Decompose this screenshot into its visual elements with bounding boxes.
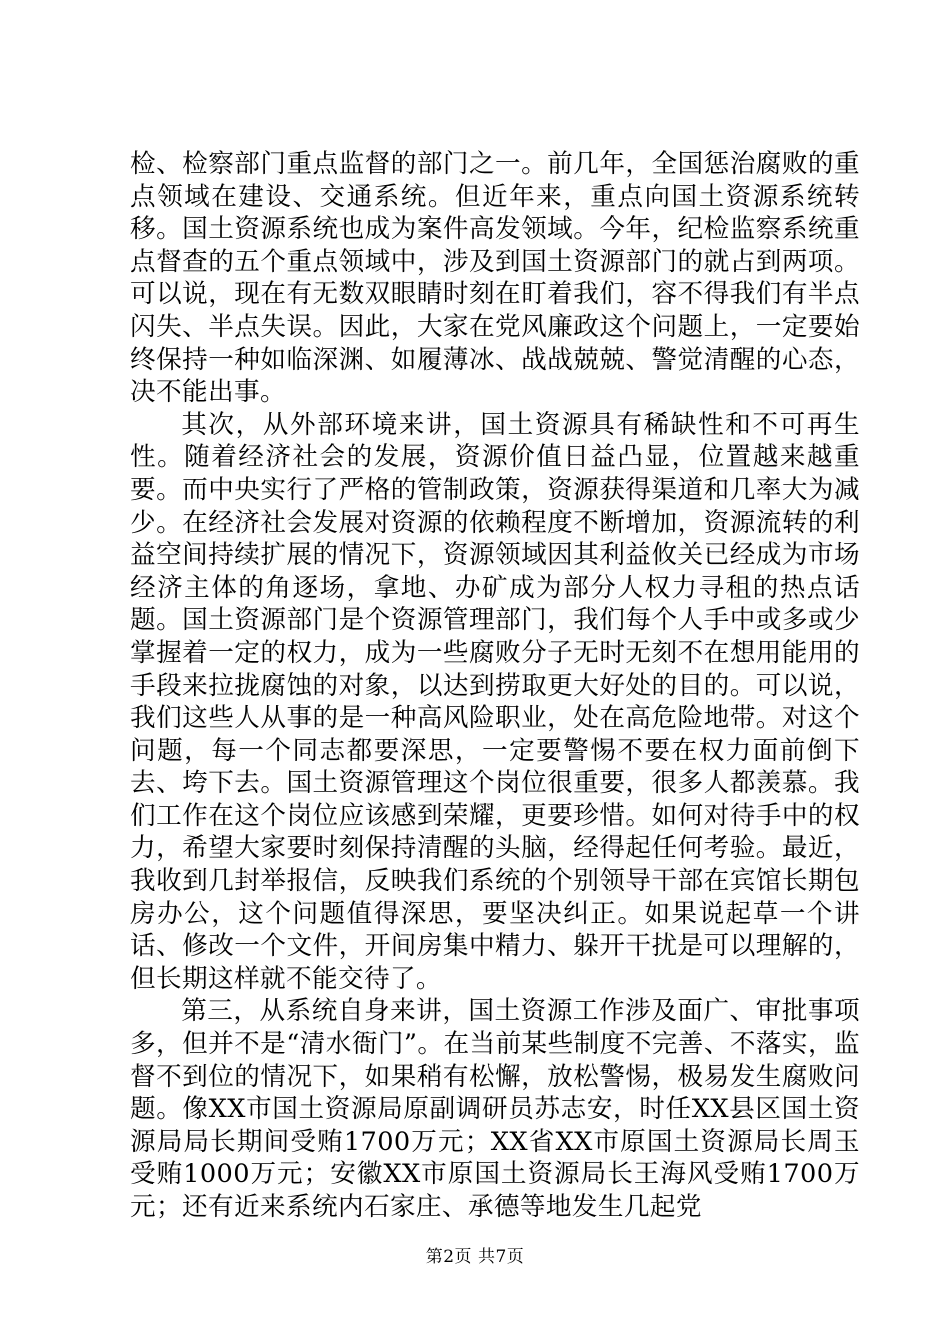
paragraph-1: 检、检察部门重点监督的部门之一。前几年，全国惩治腐败的重点领域在建设、交通系统。但近年来，重点向国土资源系统转移。国土资源系统也成为案件高发领域。今年，纪检监察系统重点督查的五个重点领域中，涉及到国土资源部门的就占到两项。可以说，现在有无数双眼睛时刻在盯着我们，容不得我们有半点闪失、半点失误。因此，大家在党风廉政这个问题上，一定要始终保持一种如临深渊、如履薄冰、战战兢兢、警觉清醒的心态，决不能出事。 (130, 149, 860, 408)
document-body (130, 148, 860, 1224)
paragraph-3: 第三，从系统自身来讲，国土资源工作涉及面广、审批事项多，但并不是“清水衙门”。在当前某些制度不完善、不落实，监督不到位的情况下，如果稍有松懈，放松警惕，极易发生腐败问题。像XX市国土资源局原副调研员苏志安，时任XX县区国土资源局局长期间受贿1700万元；XX省XX市原国土资源局长周玉受贿1000万元；安徽XX市原国土资源局长王海风受贿1700万元；还有近来系统内石家庄、承德等地发生几起党 (130, 996, 860, 1222)
page-number-footer: 第2页 共7页 (425, 1247, 525, 1267)
paragraph-2: 其次，从外部环境来讲，国土资源具有稀缺性和不可再生性。随着经济社会的发展，资源价值日益凸显，位置越来越重要。而中央实行了严格的管制政策，资源获得渠道和几率大为减少。在经济社会发展对资源的依赖程度不断增加，资源流转的利益空间持续扩展的情况下，资源领域因其利益攸关已经成为市场经济主体的角逐场，拿地、办矿成为部分人权力寻租的热点话题。国土资源部门是个资源管理部门，我们每个人手中或多或少掌握着一定的权力，成为一些腐败分子无时无刻不在想用能用的手段来拉拢腐蚀的对象，以达到捞取更大好处的目的。可以说，我们这些人从事的是一种高风险职业，处在高危险地带。对这个问题，每一个同志都要深思，一定要警惕不要在权力面前倒下去、垮下去。国土资源管理这个岗位很重要，很多人都羡慕。我们工作在这个岗位应该感到荣耀，更要珍惜。如何对待手中的权力，希望大家要时刻保持清醒的头脑，经得起任何考验。最近，我收到几封举报信，反映我们系统的个别领导干部在宾馆长期包房办公，这个问题值得深思，要坚决纠正。如果说起草一个讲话、修改一个文件，开间房集中精力、躲开干扰是可以理解的，但长期这样就不能交待了。 (130, 409, 860, 994)
